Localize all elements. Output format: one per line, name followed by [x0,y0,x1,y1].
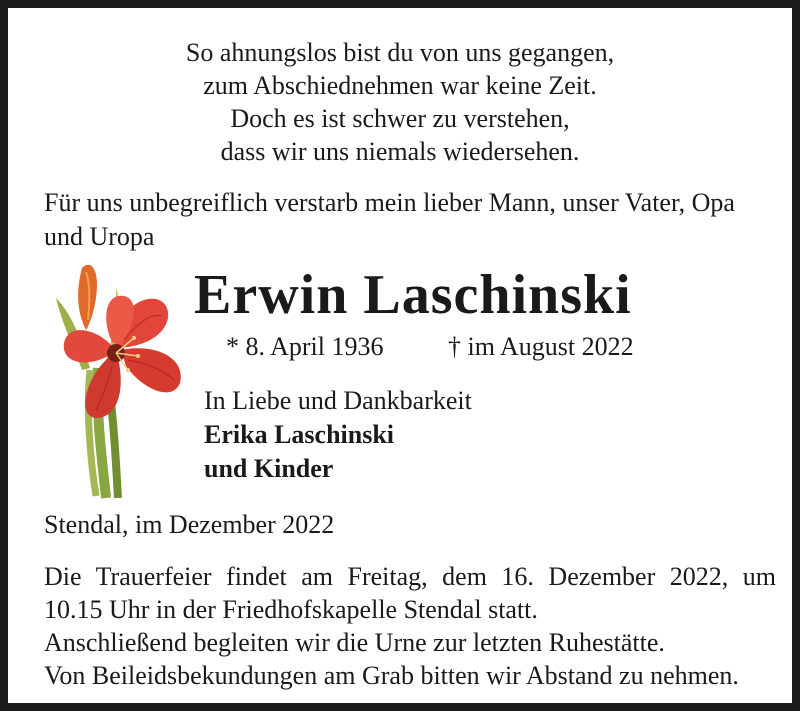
intro-line: und Uropa [44,222,155,251]
poem [8,36,792,168]
intro-text [44,186,776,254]
service-line: Von Beileidsbekundungen am Grab bitten wir Abstand zu nehmen. [44,661,739,690]
poem-line: dass wir uns niemals wiedersehen. [220,137,580,166]
mourners-block [204,384,472,486]
death-date: † im August 2022 [448,332,634,361]
birth-date: * 8. April 1936 [226,332,384,361]
mourners-dedication: In Liebe und Dankbarkeit [204,386,472,415]
amaryllis-flower-image [46,258,196,503]
service-line: Die Trauerfeier findet am Freitag, dem 16. Dezember 2022, um [44,562,776,591]
place-and-date: Stendal, im Dezember 2022 [44,510,335,539]
mourner-name: Erika Laschinski [204,420,395,449]
service-line: 10.15 Uhr in der Friedhofskapelle Stendal statt. [44,595,538,624]
poem-line: So ahnungslos bist du von uns gegangen, [185,38,615,67]
service-line: Anschließend begleiten wir die Urne zur letzten Ruhestätte. [44,628,665,657]
deceased-name: Erwin Laschinski [194,264,632,326]
poem-line: Doch es ist schwer zu verstehen, [230,104,570,133]
poem-line: zum Abschiednehmen war keine Zeit. [203,71,597,100]
mourner-family: und Kinder [204,454,334,483]
service-details [44,560,776,692]
intro-line: Für uns unbegreiflich verstarb mein lieber Mann, unser Vater, Opa [44,188,735,217]
